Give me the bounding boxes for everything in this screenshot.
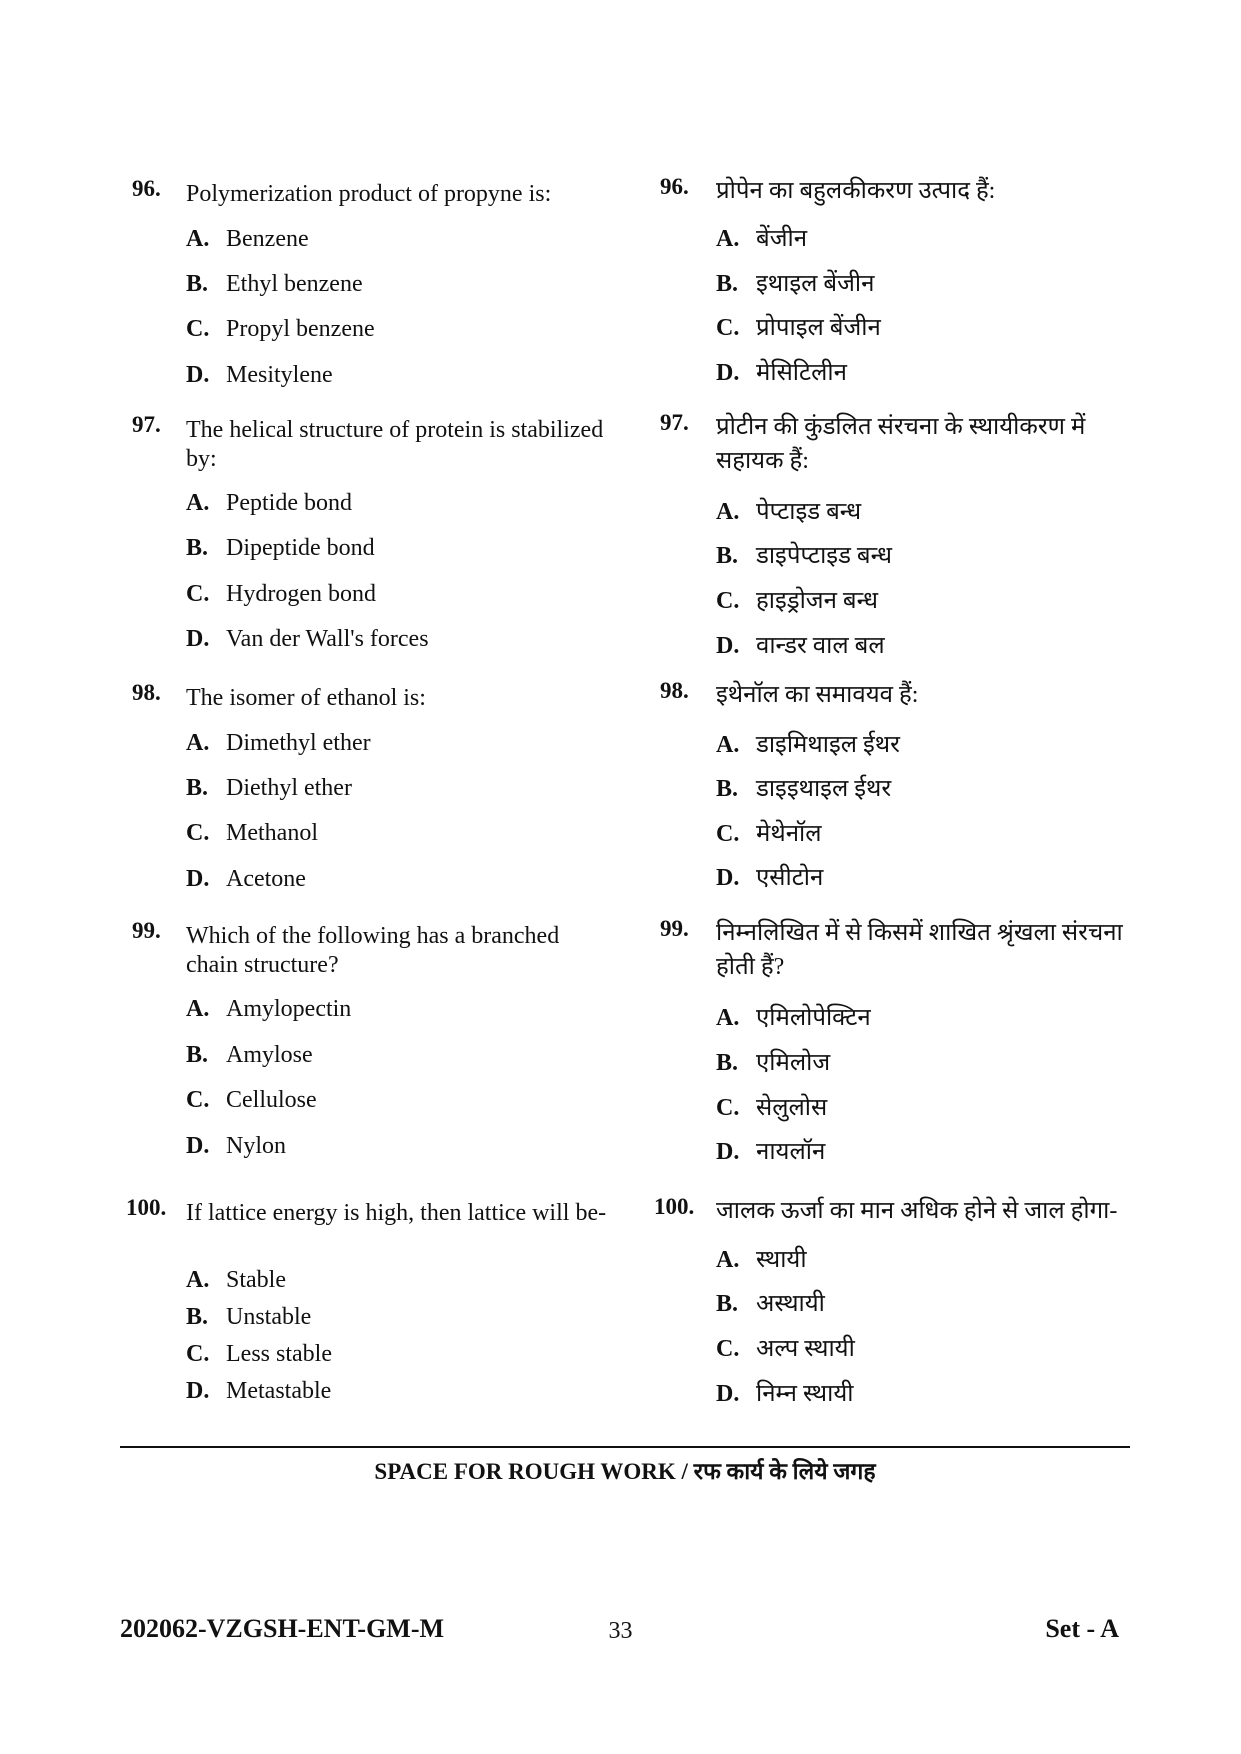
divider-line — [120, 1446, 1130, 1448]
option-c: C. हाइड्रोजन बन्ध — [716, 588, 879, 614]
option-c: C. अल्प स्थायी — [716, 1336, 855, 1362]
question-number: 97. — [660, 410, 689, 435]
option-a: A. Dimethyl ether — [186, 730, 371, 756]
option-b: B. डाइइथाइल ईथर — [716, 776, 892, 802]
question-text: निम्नलिखित में से किसमें शाखित श्रृंखला संरचना होती हैं? — [716, 920, 1123, 980]
question-text: जालक ऊर्जा का मान अधिक होने से जाल होगा- — [716, 1198, 1118, 1224]
question-text: प्रोटीन की कुंडलित संरचना के स्थायीकरण में सहायक हैं: — [716, 414, 1086, 474]
option-d: D. वान्डर वाल बल — [716, 633, 885, 659]
option-b: B. एमिलोज — [716, 1050, 831, 1076]
option-b: B. Unstable — [186, 1304, 312, 1330]
option-c: C. सेलुलोस — [716, 1095, 828, 1121]
option-a: A. एमिलोपेक्टिन — [716, 1005, 871, 1031]
option-c: C. Less stable — [186, 1341, 332, 1367]
question-text: The helical structure of protein is stabilized by: — [186, 417, 604, 472]
question-number: 99. — [132, 918, 161, 943]
option-b: B. Amylose — [186, 1042, 313, 1068]
option-a: A. Stable — [186, 1267, 286, 1293]
option-b: B. Ethyl benzene — [186, 271, 363, 297]
option-a: A. डाइमिथाइल ईथर — [716, 732, 900, 758]
option-c: C. Methanol — [186, 820, 318, 846]
option-a: A. स्थायी — [716, 1247, 807, 1273]
option-c: C. प्रोपाइल बेंजीन — [716, 315, 881, 341]
option-a: A. बेंजीन — [716, 226, 808, 252]
question-number: 100. — [126, 1195, 167, 1220]
question-text: प्रोपेन का बहुलकीकरण उत्पाद हैं: — [716, 178, 996, 204]
option-c: C. Cellulose — [186, 1087, 317, 1113]
option-b: B. अस्थायी — [716, 1291, 825, 1317]
question-text: इथेनॉल का समावयव हैं: — [716, 682, 919, 708]
question-text: If lattice energy is high, then lattice will be- — [186, 1200, 607, 1226]
question-number: 97. — [132, 412, 161, 437]
question-text: Polymerization product of propyne is: — [186, 181, 552, 207]
option-a: A. Amylopectin — [186, 996, 352, 1022]
option-d: D. Acetone — [186, 866, 306, 892]
question-text: Which of the following has a branched chain structure? — [186, 923, 560, 978]
question-text: The isomer of ethanol is: — [186, 685, 426, 711]
question-number: 100. — [654, 1194, 695, 1219]
question-number: 98. — [660, 678, 689, 703]
option-a: A. Benzene — [186, 226, 309, 252]
option-b: B. डाइपेप्टाइड बन्ध — [716, 543, 893, 569]
set-label: Set - A — [1045, 1614, 1119, 1643]
page-number: 33 — [608, 1618, 633, 1644]
option-b: B. Diethyl ether — [186, 775, 352, 801]
question-number: 98. — [132, 680, 161, 705]
question-number: 96. — [660, 174, 689, 199]
option-b: B. इथाइल बेंजीन — [716, 271, 875, 297]
question-number: 99. — [660, 916, 689, 941]
option-c: C. मेथेनॉल — [716, 821, 822, 847]
option-d: D. एसीटोन — [716, 865, 824, 891]
rough-work-heading: SPACE FOR ROUGH WORK / रफ कार्य के लिये जगह — [374, 1459, 876, 1484]
option-a: A. पेप्टाइड बन्ध — [716, 499, 862, 525]
option-d: D. नायलॉन — [716, 1139, 826, 1165]
option-b: B. Dipeptide bond — [186, 535, 375, 561]
option-d: D. मेसिटिलीन — [716, 360, 847, 386]
option-c: C. Propyl benzene — [186, 316, 375, 342]
option-d: D. Nylon — [186, 1133, 286, 1159]
option-c: C. Hydrogen bond — [186, 581, 376, 607]
option-a: A. Peptide bond — [186, 490, 352, 516]
option-d: D. Van der Wall's forces — [186, 626, 429, 652]
question-number: 96. — [132, 176, 161, 201]
paper-code: 202062-VZGSH-ENT-GM-M — [120, 1614, 445, 1643]
option-d: D. Mesitylene — [186, 362, 333, 388]
option-d: D. Metastable — [186, 1378, 332, 1404]
option-d: D. निम्न स्थायी — [716, 1381, 854, 1407]
